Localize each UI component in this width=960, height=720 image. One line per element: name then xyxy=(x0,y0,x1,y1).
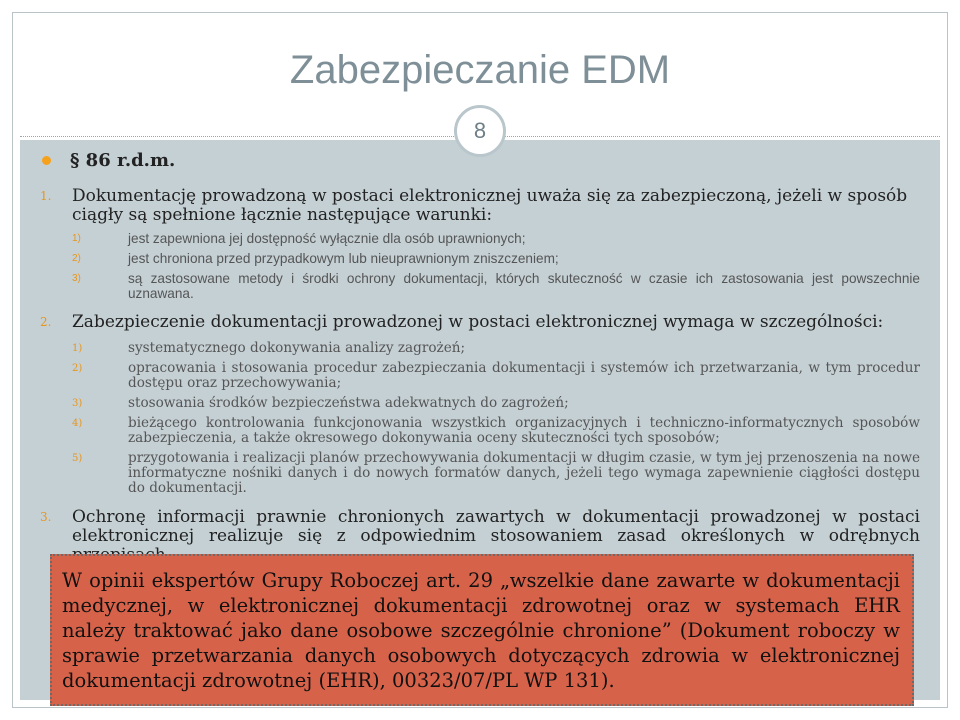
section-1-text: Dokumentację prowadzoną w postaci elektronicznej uważa się za zabezpieczoną, jeżeli w sposób ciągły są spełnione łącznie następujące warunki: xyxy=(72,186,908,225)
list-item-text: opracowania i stosowania procedur zabezpieczania dokumentacji i systemów ich przetwarzania, w tym procedur dostępu oraz przechowywania; xyxy=(128,360,920,391)
list-item-text: bieżącego kontrolowania funkcjonowania wszystkich organizacyjnych i techniczno-informatycznych sposobów zabezpieczenia, a także okresowego dokonywania oceny skuteczności tych sposobów; xyxy=(128,415,920,446)
bullet-icon xyxy=(42,156,51,165)
list-item-number: 3) xyxy=(72,273,81,284)
content-text xyxy=(40,150,920,565)
list-item-number: 2) xyxy=(72,253,81,264)
section-1 xyxy=(40,187,920,225)
list-item xyxy=(40,341,920,356)
expert-opinion-callout: W opinii ekspertów Grupy Roboczej art. 29 „wszelkie dane zawarte w dokumentacji medycznej, w elektronicznej dokumentacji zdrowotnej oraz w systemach EHR należy traktować jako dane osobowe szczególnie chronione” (Dokument roboczy w sprawie przetwarzania danych osobowych dotyczących zdrowia w elektronicznej dokumentacji zdrowotnej (EHR), 00323/07/PL WP 131). xyxy=(50,554,914,706)
list-item xyxy=(40,231,920,246)
list-item xyxy=(40,451,920,496)
list-item-text: systematycznego dokonywania analizy zagrożeń; xyxy=(128,340,466,356)
section-2 xyxy=(40,313,920,332)
list-item-number: 4) xyxy=(72,418,83,429)
section-3-text: Ochronę informacji prawnie chronionych zawartych w dokumentacji prowadzonej w postaci elektronicznej realizuje się z odpowiednim stosowaniem zasad określonych w odrębnych xyxy=(72,507,920,546)
section-2-number: 2. xyxy=(40,315,52,329)
section-3-number: 3. xyxy=(40,510,52,524)
list-item-number: 3) xyxy=(72,398,83,409)
section-2-text: Zabezpieczenie dokumentacji prowadzonej w postaci elektronicznej wymaga w szczególności: xyxy=(72,312,884,332)
list-item-text: jest zapewniona jej dostępność wyłącznie dla osób uprawnionych; xyxy=(128,231,526,246)
list-item-number: 5) xyxy=(72,453,83,464)
list-item-text: są zastosowane metody i środki ochrony dokumentacji, których skuteczność w czasie ich zastosowania jest powszechnie uznawana. xyxy=(128,271,920,301)
list-item-text: jest chroniona przed przypadkowym lub nieuprawnionym zniszczeniem; xyxy=(128,251,559,266)
list-item-text: przygotowania i realizacji planów przechowywania dokumentacji w długim czasie, w tym jej przenoszenia na nowe informatyczne nośniki danych i do nowych formatów danych, jeżeli tego wymaga zapewnienie ciągłości dostępu do dokumentacji. xyxy=(128,450,920,496)
slide-title: Zabezpieczanie EDM xyxy=(289,48,671,92)
list-item xyxy=(40,271,920,301)
section-1-number: 1. xyxy=(40,189,52,203)
heading-text: § 86 r.d.m. xyxy=(70,150,176,171)
list-item-text: stosowania środków bezpieczeństwa adekwatnych do zagrożeń; xyxy=(128,395,569,411)
list-item xyxy=(40,361,920,391)
list-item xyxy=(40,251,920,266)
list-item-number: 2) xyxy=(72,363,83,374)
heading-bullet xyxy=(40,150,920,172)
list-item-number: 1) xyxy=(72,343,83,354)
slide-number-badge: 8 xyxy=(454,105,506,157)
list-item xyxy=(40,416,920,446)
list-item xyxy=(40,396,920,411)
list-item-number: 1) xyxy=(72,233,81,244)
